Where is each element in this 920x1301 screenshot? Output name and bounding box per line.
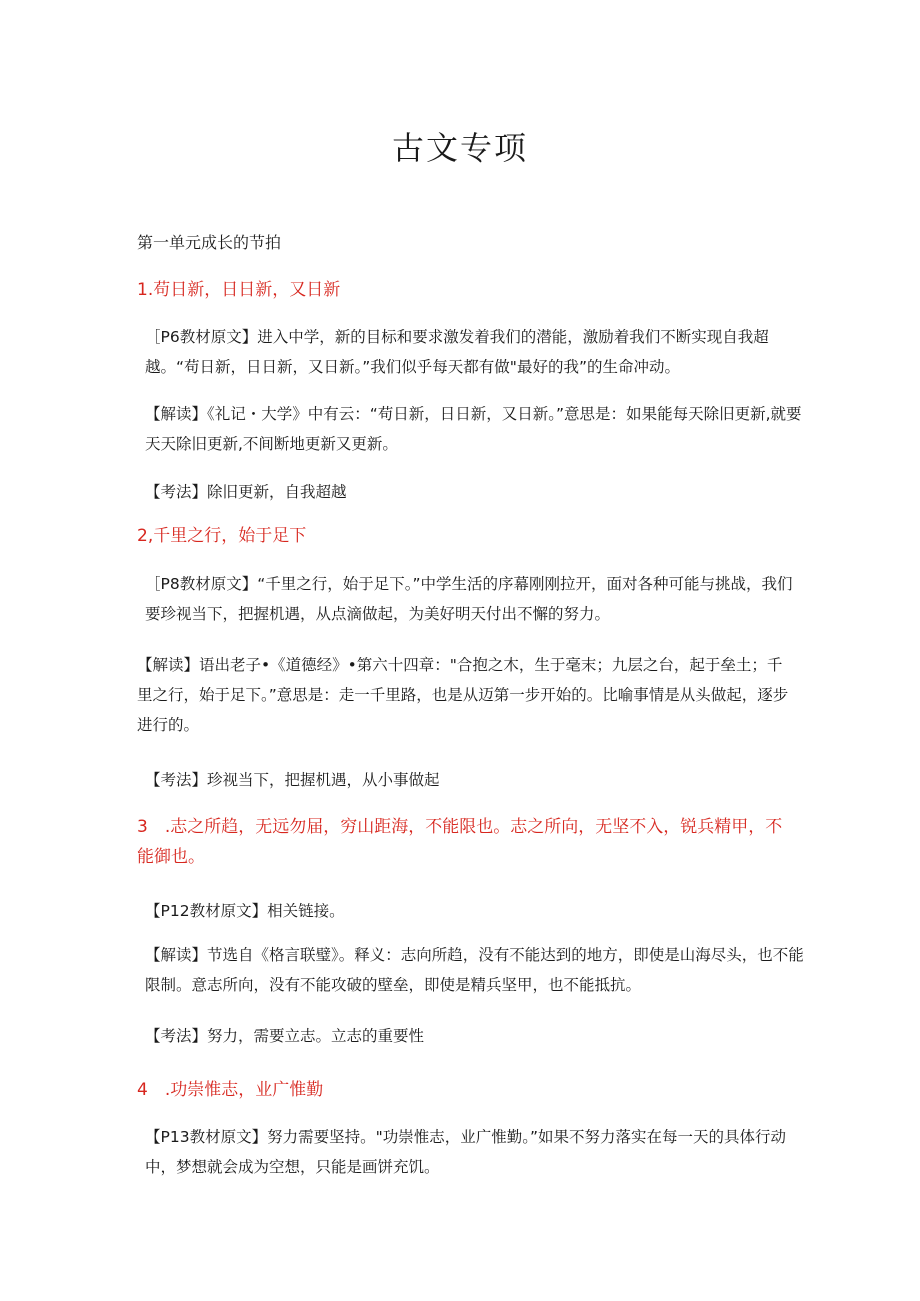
section-3-reading: 【解读】节选自《格言联璧》。释义：志向所趋，没有不能达到的地方，即使是山海尽头，也不能限制。意志所向，没有不能攻破的壁垒，即使是精兵坚甲，也不能抵抗。 bbox=[145, 946, 804, 994]
unit-title: 第一单元成长的节拍 bbox=[137, 233, 282, 252]
section-2-source: ［P8教材原文】“千里之行，始于足下。”中学生活的序幕刚刚拉开，面对各种可能与挑战，我们要珍视当下，把握机遇，从点滴做起，为美好明天付出不懈的努力。 bbox=[145, 575, 793, 623]
section-1-heading: 1.苟日新，日日新，又日新 bbox=[137, 280, 341, 300]
section-2-heading: 2,千里之行，始于足下 bbox=[137, 526, 307, 546]
section-1-exam: 【考法】除旧更新，自我超越 bbox=[145, 483, 347, 501]
section-2-reading: 【解读】语出老子•《道德经》•第六十四章："合抱之木，生于毫末；九层之台，起于垒土；千里之行，始于足下。”意思是：走一千里路，也是从迈第一步开始的。比喻事情是从头做起，逐步进行的。 bbox=[137, 656, 789, 734]
section-1-source: ［P6教材原文】进入中学，新的目标和要求激发着我们的潜能，激励着我们不断实现自我超越。“苟日新，日日新，又日新。”我们似乎每天都有做"最好的我”的生命冲动。 bbox=[145, 328, 769, 376]
section-1-reading: 【解读】《礼记・大学》中有云：“苟日新，日日新，又日新。”意思是：如果能每天除旧更新,就要天天除旧更新,不间断地更新又更新。 bbox=[145, 405, 802, 453]
section-3-exam: 【考法】努力，需要立志。立志的重要性 bbox=[145, 1027, 425, 1045]
section-3-source: 【P12教材原文】相关链接。 bbox=[145, 902, 345, 920]
section-4-heading: 4 .功崇惟志，业广惟勤 bbox=[137, 1080, 324, 1100]
page-title: 古文专项 bbox=[391, 129, 528, 167]
section-4-source: 【P13教材原文】努力需要坚持。"功崇惟志，业广惟勤。”如果不努力落实在每一天的具体行动中，梦想就会成为空想，只能是画饼充饥。 bbox=[145, 1128, 786, 1176]
section-3-heading: 3 .志之所趋，无远勿届，穷山距海，不能限也。志之所向，无坚不入，锐兵精甲，不能御也。 bbox=[137, 817, 783, 867]
section-2-exam: 【考法】珍视当下，把握机遇，从小事做起 bbox=[145, 771, 440, 789]
